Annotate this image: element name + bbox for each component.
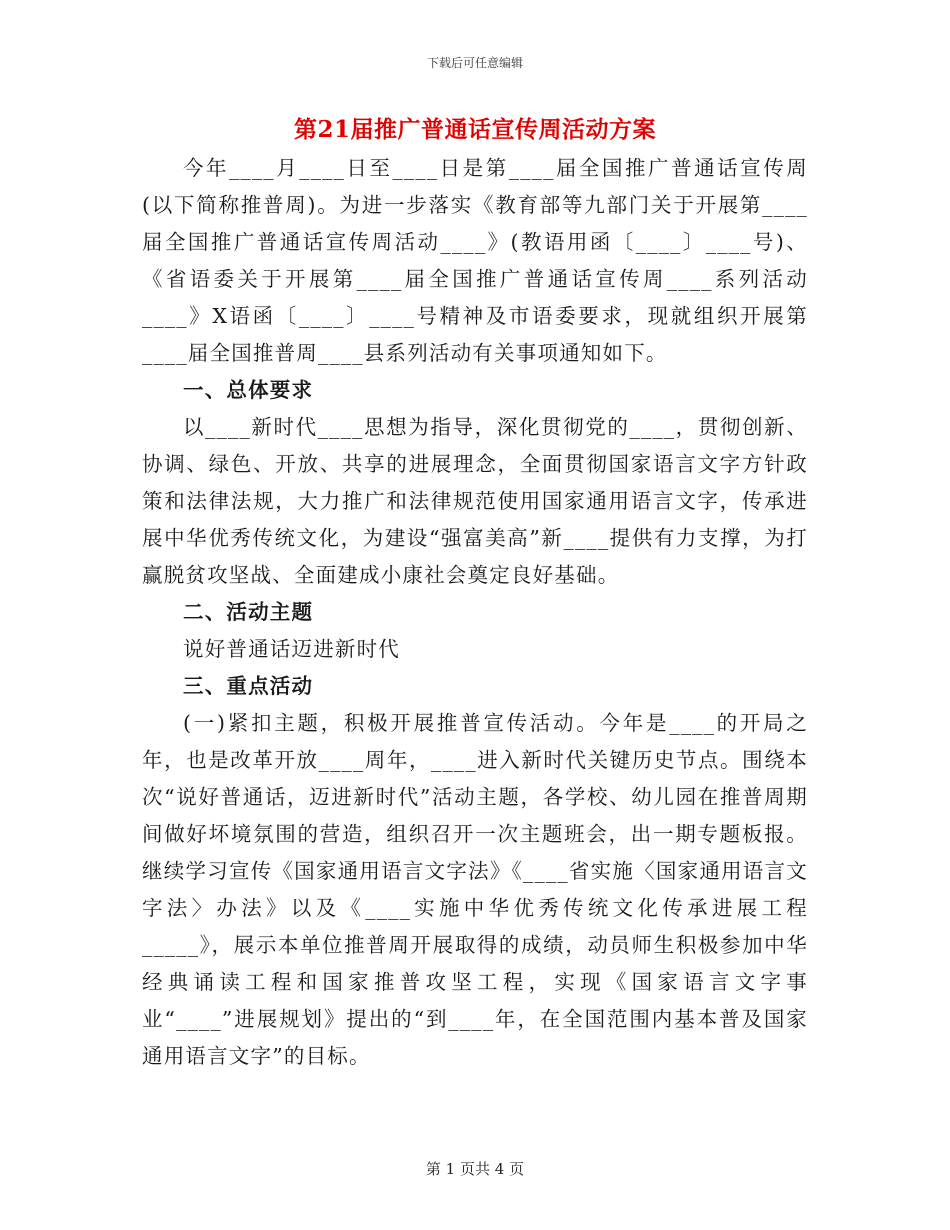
document-title: 第21届推广普通话宣传周活动方案 (293, 116, 656, 143)
document-body (142, 150, 808, 1075)
page-number: 第 1 页共 4 页 (425, 1160, 525, 1178)
section-text-requirements: 以____新时代____思想为指导，深化贯彻党的____，贯彻创新、协调、绿色、开放、共享的进展理念，全面贯彻国家语言文字方针政策和法律法规，大力推广和法律规范使用国家通用语言文字，传承进展中华优秀传统文化，为建设“强富美高”新____提供有力支撑，为打赢脱贫攻坚战、全面建成小康社会奠定良好基础。 (142, 415, 808, 587)
section-heading-activities: 三、重点活动 (183, 674, 314, 698)
section-heading-theme: 二、活动主题 (183, 600, 314, 624)
section-text-activities: (一)紧扣主题，积极开展推普宣传活动。今年是____的开局之年，也是改革开放____周年，____进入新时代关键历史节点。围绕本次“说好普通话，迈进新时代”活动主题，各学校、幼儿园在推普周期间做好坏境氛围的营造，组织召开一次主题班会，出一期专题板报。继续学习宣传《国家通用语言文字法》《____省实施〈国家通用语言文字法〉办法》以及《____实施中华优秀传统文化传承进展工程_____》，展示本单位推普周开展取得的成绩，动员师生积极参加中华经典诵读工程和国家推普攻坚工程，实现《国家语言文字事业“____”进展规划》提出的“到____年，在全国范围内基本普及国家通用语言文字”的目标。 (142, 711, 808, 1068)
section-heading-requirements: 一、总体要求 (183, 378, 314, 402)
header-note: 下载后可任意编辑 (426, 56, 523, 70)
section-text-theme: 说好普通话迈进新时代 (183, 637, 400, 661)
intro-paragraph: 今年____月____日至____日是第____届全国推广普通话宣传周(以下简称推普周)。为进一步落实《教育部等九部门关于开展第____届全国推广普通话宣传周活动____》(教语用函〔____〕____号)、《省语委关于开展第____届全国推广普通话宣传周____系列活动____》X语函〔____〕____号精神及市语委要求，现就组织开展第____届全国推普周____县系列活动有关事项通知如下。 (142, 156, 808, 365)
